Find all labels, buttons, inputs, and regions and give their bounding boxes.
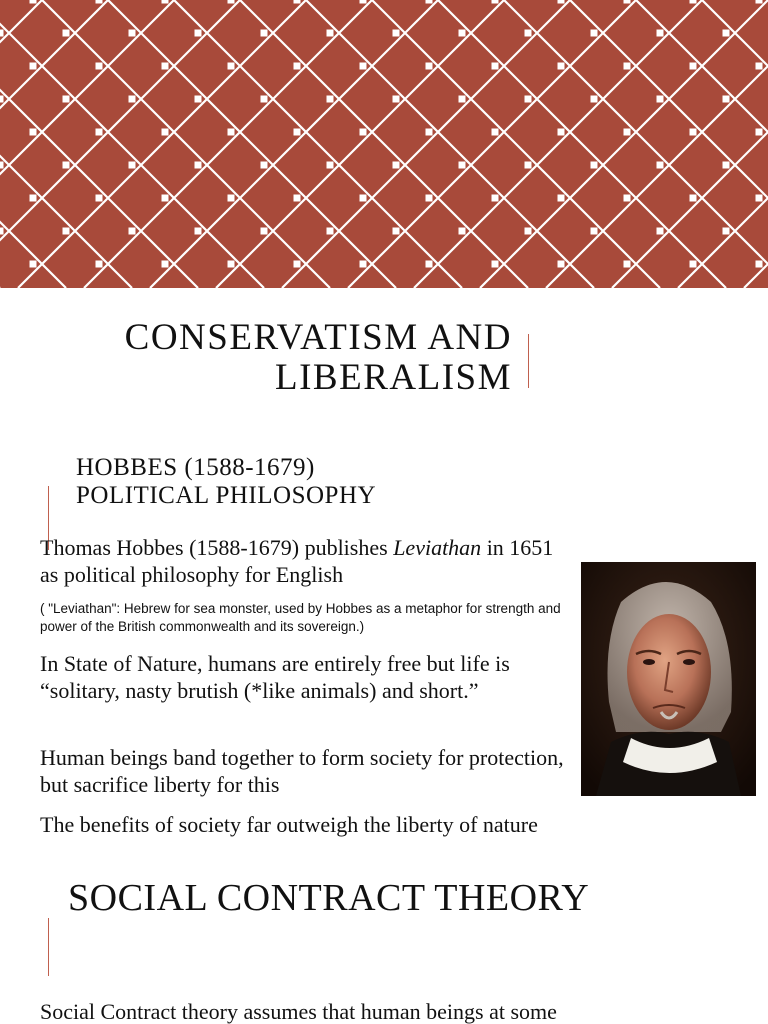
subtitle-line-2: POLITICAL PHILOSOPHY xyxy=(76,482,377,509)
slide-title-line-1: CONSERVATISM AND xyxy=(124,317,512,358)
paragraph-state-of-nature: In State of Nature, humans are entirely free but life is “solitary, nasty brutish (*like animals) and short.” xyxy=(40,651,510,703)
diamond-pattern-icon xyxy=(0,0,768,288)
heading-accent-bar xyxy=(48,918,49,976)
section-subtitle xyxy=(76,454,376,510)
subtitle-line-1: HOBBES (1588-1679) xyxy=(76,454,315,481)
title-accent-bar xyxy=(528,334,529,388)
hobbes-portrait xyxy=(581,562,756,796)
slide-title xyxy=(60,318,512,398)
portrait-photo-icon xyxy=(581,562,756,796)
paragraph-society-protection: Human beings band together to form society for protection, but sacrifice liberty for this xyxy=(40,745,564,797)
paragraph-leviathan-end: in 1651 as political philosophy for English xyxy=(40,535,554,587)
paragraph-benefits: The benefits of society far outweigh the liberty of nature xyxy=(40,812,538,837)
leviathan-note: ( "Leviathan": Hebrew for sea monster, used by Hobbes as a metaphor for strength and power of the British commonwealth and its sovereign.) xyxy=(40,601,561,634)
social-contract-heading: SOCIAL CONTRACT THEORY xyxy=(68,877,590,919)
patterned-banner xyxy=(0,0,768,288)
paragraph-leviathan-start: Thomas Hobbes (1588-1679) publishes xyxy=(40,535,394,560)
leviathan-title: Leviathan xyxy=(393,535,482,560)
paragraph-leviathan xyxy=(40,534,570,588)
slide-title-line-2: LIBERALISM xyxy=(275,357,512,398)
paragraph-social-contract: Social Contract theory assumes that human beings at some xyxy=(40,999,557,1024)
